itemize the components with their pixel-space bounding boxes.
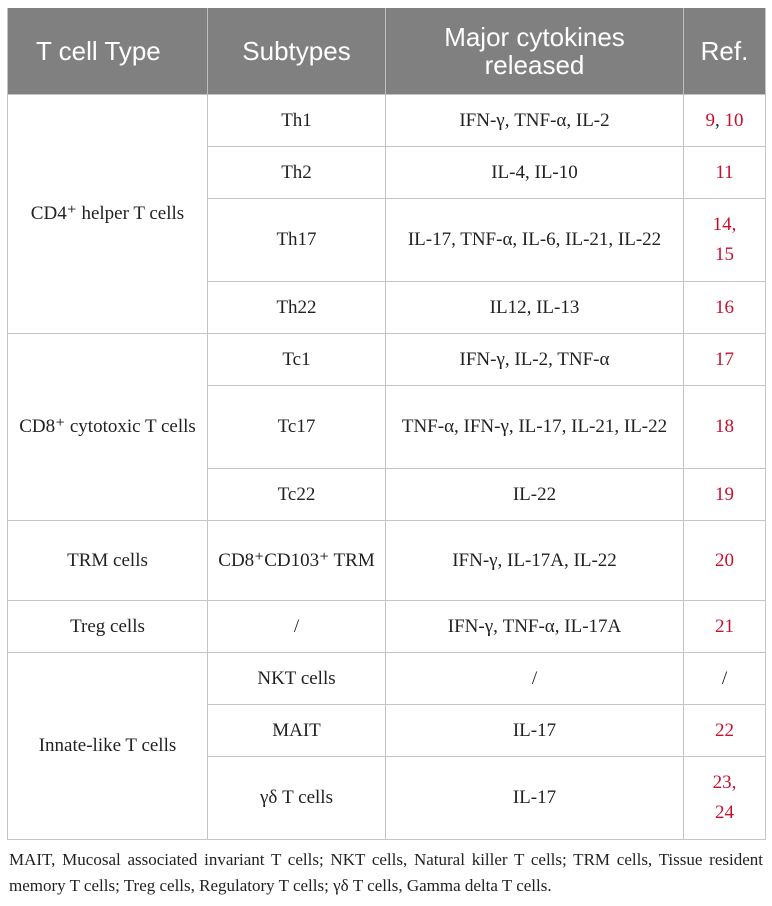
t-cell-table xyxy=(7,8,766,840)
cell-cytokines: IL-17 xyxy=(386,705,684,757)
cell-cytokines: IFN-γ, TNF-α, IL-2 xyxy=(386,95,684,147)
cell-subtype: Tc17 xyxy=(208,386,386,469)
ref-link[interactable]: 17 xyxy=(715,348,734,370)
cell-ref xyxy=(684,282,766,334)
table-footnote: MAIT, Mucosal associated invariant T cells; NKT cells, Natural killer T cells; TRM cells, Tissue resident memory T cells; Treg cells, Regulatory T cells; γδ T cells, Gamma delta T cells. xyxy=(9,850,763,895)
cell-cytokines: IFN-γ, IL-2, TNF-α xyxy=(386,334,684,386)
cell-cytokines: IL-17, TNF-α, IL-6, IL-21, IL-22 xyxy=(386,199,684,282)
ref-link[interactable]: 10 xyxy=(724,109,744,131)
ref-link[interactable]: 15 xyxy=(715,244,734,265)
header-major-cytokines: Major cytokines released xyxy=(386,8,684,95)
cell-subtype: Th2 xyxy=(208,147,386,199)
cell-ref xyxy=(684,469,766,521)
table-row xyxy=(8,334,766,386)
table-row xyxy=(8,601,766,653)
cell-ref xyxy=(684,147,766,199)
cell-ref xyxy=(684,705,766,757)
cell-subtype: Th17 xyxy=(208,199,386,282)
table-header xyxy=(8,8,766,95)
cell-subtype: Tc1 xyxy=(208,334,386,386)
cell-cytokines: IL-4, IL-10 xyxy=(386,147,684,199)
cell-cytokines: TNF-α, IFN-γ, IL-17, IL-21, IL-22 xyxy=(386,386,684,469)
ref-link[interactable]: 24 xyxy=(715,802,734,823)
cell-type-innate: Innate-like T cells xyxy=(8,653,208,840)
cell-subtype: / xyxy=(208,601,386,653)
cell-ref xyxy=(684,386,766,469)
header-subtypes: Subtypes xyxy=(208,8,386,95)
ref-link[interactable]: 18 xyxy=(715,416,734,437)
cell-type-trm: TRM cells xyxy=(8,521,208,601)
cell-subtype: Th22 xyxy=(208,282,386,334)
cell-type-treg: Treg cells xyxy=(8,601,208,653)
cell-type-cd4: CD4⁺ helper T cells xyxy=(8,95,208,334)
cell-ref: / xyxy=(684,653,766,705)
header-row xyxy=(8,8,766,95)
ref-link[interactable]: 16 xyxy=(715,296,734,318)
cell-cytokines: / xyxy=(386,653,684,705)
table-row xyxy=(8,95,766,147)
cell-subtype: Th1 xyxy=(208,95,386,147)
cell-subtype: NKT cells xyxy=(208,653,386,705)
cell-type-cd8: CD8⁺ cytotoxic T cells xyxy=(8,334,208,521)
cell-subtype: γδ T cells xyxy=(208,757,386,840)
header-ref: Ref. xyxy=(684,8,766,95)
ref-separator: , xyxy=(715,109,725,131)
cell-ref xyxy=(684,757,766,840)
table-body xyxy=(8,95,766,840)
cell-subtype: MAIT xyxy=(208,705,386,757)
ref-link[interactable]: 20 xyxy=(715,549,734,571)
cell-ref xyxy=(684,95,766,147)
table-row xyxy=(8,653,766,705)
table-container xyxy=(7,8,765,899)
ref-link[interactable]: 9 xyxy=(705,109,715,131)
cell-cytokines: IFN-γ, IL-17A, IL-22 xyxy=(386,521,684,601)
cell-ref xyxy=(684,601,766,653)
ref-link[interactable]: 21 xyxy=(715,615,734,637)
ref-link[interactable]: 14, xyxy=(712,214,737,235)
cell-cytokines: IL12, IL-13 xyxy=(386,282,684,334)
cell-cytokines: IL-17 xyxy=(386,757,684,840)
cell-cytokines: IFN-γ, TNF-α, IL-17A xyxy=(386,601,684,653)
cell-ref xyxy=(684,199,766,282)
ref-link[interactable]: 22 xyxy=(715,719,734,741)
cell-cytokines: IL-22 xyxy=(386,469,684,521)
ref-link[interactable]: 23, xyxy=(712,772,737,793)
cell-subtype: CD8⁺CD103⁺ TRM xyxy=(208,521,386,601)
ref-link[interactable]: 19 xyxy=(715,483,734,505)
cell-subtype: Tc22 xyxy=(208,469,386,521)
ref-link[interactable]: 11 xyxy=(715,161,734,183)
cell-ref xyxy=(684,521,766,601)
table-row xyxy=(8,521,766,601)
cell-ref xyxy=(684,334,766,386)
header-t-cell-type: T cell Type xyxy=(8,8,208,95)
